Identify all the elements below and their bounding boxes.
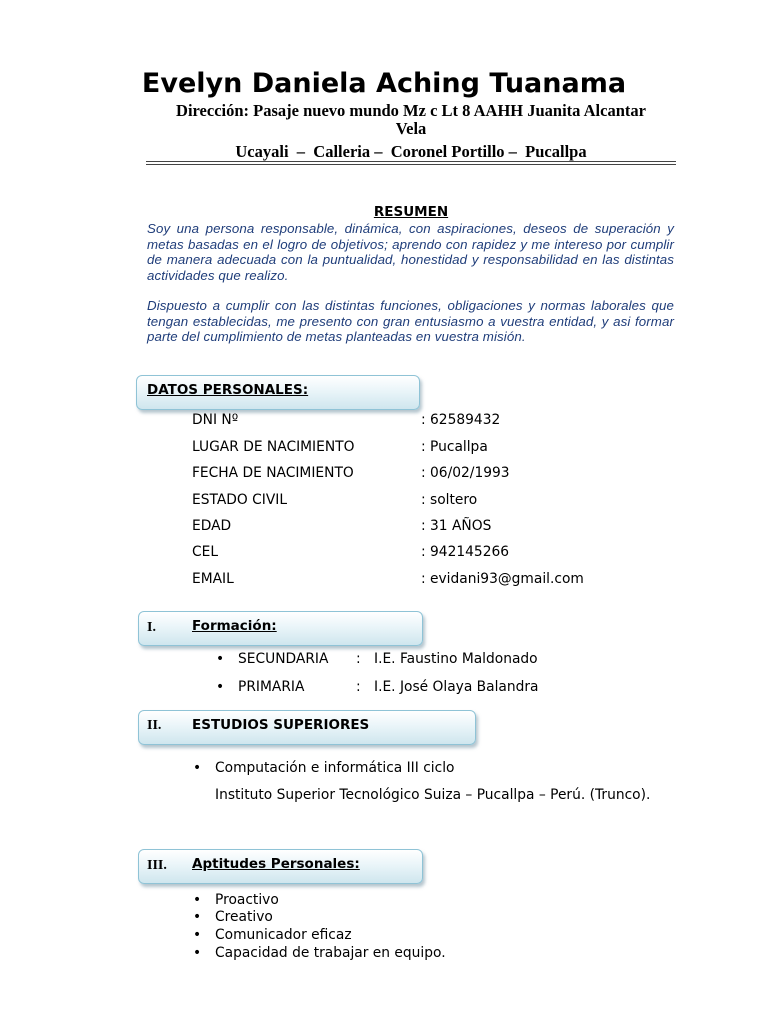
address: [146, 102, 676, 138]
datos-label-edad: EDAD: [192, 518, 232, 534]
datos-value-estado: : soltero: [421, 492, 478, 508]
datos-value-lugar: : Pucallpa: [421, 439, 488, 455]
aptitud-item: Proactivo: [215, 892, 279, 908]
aptitud-item: Capacidad de trabajar en equipo.: [215, 945, 446, 961]
address-line-1: Dirección: Pasaje nuevo mundo Mz c Lt 8 AAHH Juanita Alcantar: [176, 101, 646, 120]
aptitudes-title: Aptitudes Personales:: [192, 856, 360, 872]
estudios-item: Computación e informática III ciclo: [215, 760, 455, 776]
aptitud-item: Comunicador eficaz: [215, 927, 352, 943]
formacion-level-secundaria: SECUNDARIA: [238, 651, 329, 667]
datos-label-dni: DNI Nº: [192, 412, 239, 428]
header-divider-bottom: [146, 164, 676, 165]
bullet-icon: •: [216, 679, 225, 695]
datos-label-estado: ESTADO CIVIL: [192, 492, 288, 508]
formacion-number: I.: [147, 620, 156, 635]
bullet-icon: •: [193, 909, 202, 925]
bullet-icon: •: [193, 927, 202, 943]
datos-value-cel: : 942145266: [421, 544, 510, 560]
datos-label-fecha: FECHA DE NACIMIENTO: [192, 465, 354, 481]
aptitud-item: Creativo: [215, 909, 273, 925]
formacion-sep: :: [356, 651, 361, 667]
datos-label-cel: CEL: [192, 544, 219, 560]
datos-label-email: EMAIL: [192, 571, 234, 587]
datos-value-fecha: : 06/02/1993: [421, 465, 510, 481]
resumen-title: RESUMEN: [373, 204, 449, 220]
applicant-name: Evelyn Daniela Aching Tuanama: [141, 68, 627, 99]
datos-personales-header: [136, 375, 420, 410]
bullet-icon: •: [193, 760, 202, 776]
location: Ucayali – Calleria – Coronel Portillo – Pucallpa: [235, 142, 587, 161]
formacion-school-primaria: I.E. José Olaya Balandra: [374, 679, 539, 695]
address-line-2: Vela: [395, 119, 427, 138]
bullet-icon: •: [193, 945, 202, 961]
resumen-paragraph-2: Dispuesto a cumplir con las distintas funciones, obligaciones y normas laborales que tengan establecidas, me presento con gran entusiasmo a vuestra entidad, y asi formar parte del cumplimiento de metas planteadas en vuestra misión.: [147, 298, 674, 345]
bullet-icon: •: [216, 651, 225, 667]
formacion-level-primaria: PRIMARIA: [238, 679, 305, 695]
estudios-institution: Instituto Superior Tecnológico Suiza – Pucallpa – Perú. (Trunco).: [215, 787, 651, 803]
formacion-title: Formación:: [192, 618, 277, 634]
estudios-superiores-header: [138, 710, 476, 745]
aptitudes-header: [138, 849, 423, 884]
estudios-title: ESTUDIOS SUPERIORES: [192, 717, 370, 733]
datos-value-edad: : 31 AÑOS: [421, 518, 492, 534]
estudios-number: II.: [147, 718, 162, 733]
bullet-icon: •: [193, 892, 202, 908]
resumen-paragraph-1: Soy una persona responsable, dinámica, con aspiraciones, deseos de superación y metas basadas en el logro de objetivos; aprendo con rapidez y me intereso por cumplir de manera adecuada con la puntualidad, honestidad y responsabilidad en las distintas actividades que realizo.: [147, 221, 674, 284]
header-divider-top: [146, 161, 676, 162]
datos-value-dni: : 62589432: [421, 412, 501, 428]
datos-personales-title: DATOS PERSONALES:: [147, 382, 309, 398]
formacion-school-secundaria: I.E. Faustino Maldonado: [374, 651, 538, 667]
formacion-sep: :: [356, 679, 361, 695]
datos-value-email: : evidani93@gmail.com: [421, 571, 584, 587]
aptitudes-number: III.: [147, 858, 167, 873]
datos-label-lugar: LUGAR DE NACIMIENTO: [192, 439, 355, 455]
formacion-header: [138, 611, 423, 646]
